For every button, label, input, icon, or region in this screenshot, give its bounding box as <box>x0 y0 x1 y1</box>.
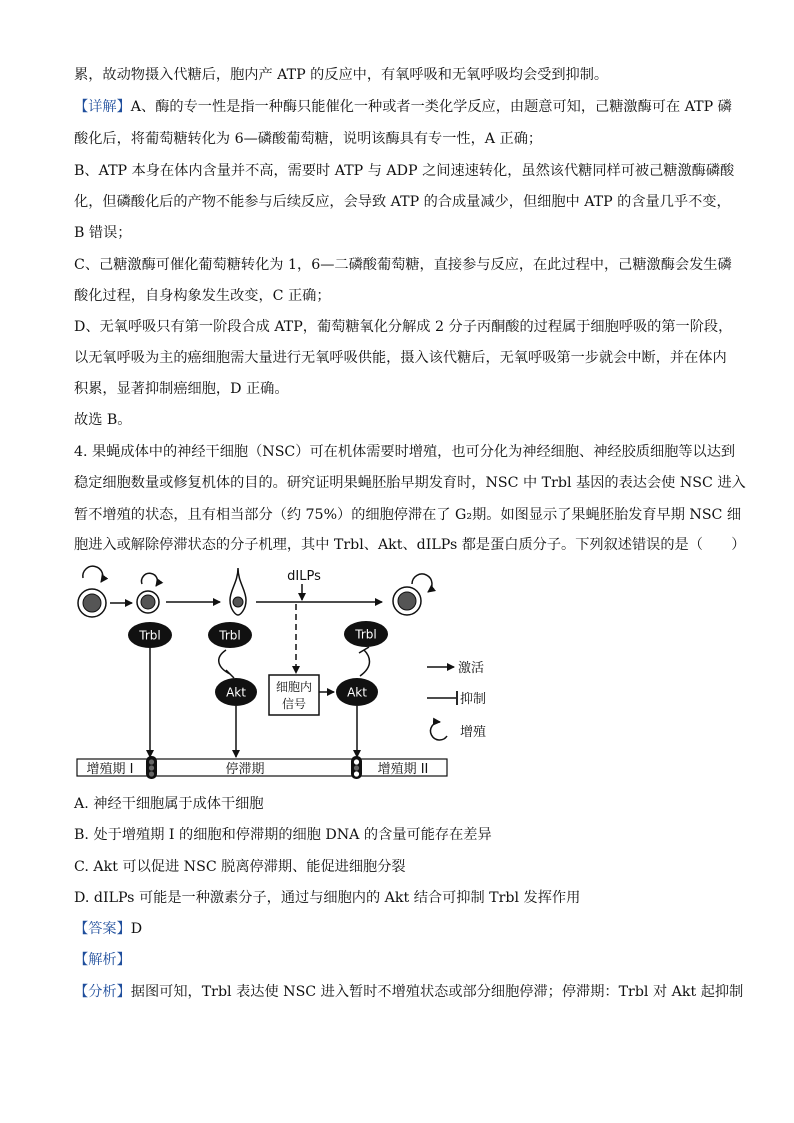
legend-activate-label: 激活 <box>458 661 485 676</box>
intracellular-signal-box <box>269 675 319 715</box>
fenxi-text: 据图可知，Trbl 表达使 NSC 进入暂时不增殖状态或部分细胞停滞；停滞期：Trbl 对 Akt 起抑制 <box>130 984 744 1000</box>
line-6: B 错误； <box>74 225 132 241</box>
option-c: C. Akt 可以促进 NSC 脱离停滞期、能促进细胞分裂 <box>74 859 406 875</box>
answer-value: D <box>130 921 143 937</box>
answer-line <box>74 920 142 938</box>
trbl-node-1 <box>128 622 172 648</box>
inhibit-trbl-to-akt <box>219 650 230 674</box>
option-b: B. 处于增殖期 I 的细胞和停滞期的细胞 DNA 的含量可能存在差异 <box>74 827 492 843</box>
trbl-label-3: Trbl <box>355 627 377 642</box>
dilps-label: dILPs <box>287 569 321 584</box>
akt-node-1 <box>215 678 257 706</box>
cell-quiescent <box>230 568 246 615</box>
analysis-heading: 【解析】 <box>74 952 131 968</box>
trbl-node-3 <box>344 621 388 647</box>
legend-proliferate-icon <box>431 722 447 740</box>
akt-node-2 <box>336 678 378 706</box>
akt-label-2: Akt <box>347 685 367 700</box>
line-7: C、己糖激酶可催化葡萄糖转化为 1，6—二磷酸葡萄糖，直接参与反应，在此过程中，己糖激酶会发生磷 <box>74 257 732 273</box>
trbl-label-2: Trbl <box>219 628 241 643</box>
trbl-node-2 <box>208 622 252 648</box>
line-1: 累，故动物摄入代糖后，胞内产 ATP 的反应中，有氧呼吸和无氧呼吸均会受到抑制。 <box>74 67 609 83</box>
signal-label-line1: 细胞内 <box>275 680 313 694</box>
line-14: 稳定细胞数量或修复机体的目的。研究证明果蝇胚胎早期发育时，NSC 中 Trbl 基因的表达会使 NSC 进入 <box>74 475 746 491</box>
line-2 <box>74 98 732 116</box>
nsc-mechanism-figure <box>70 560 500 784</box>
line-13: 4. 果蝇成体中的神经干细胞（NSC）可在机体需要时增殖，也可分化为神经细胞、神经胶质细胞等以达到 <box>74 444 736 460</box>
line-16: 胞进入或解除停滞状态的分子机理，其中 Trbl、Akt、dILPs 都是蛋白质分子。下列叙述错误的是（ ） <box>74 537 746 553</box>
line-11: 积累，显著抑制癌细胞，D 正确。 <box>74 381 289 397</box>
line-3: 酸化后，将葡萄糖转化为 6—磷酸葡萄糖，说明该酶具有专一性，A 正确； <box>74 131 543 147</box>
legend <box>427 661 486 740</box>
fenxi-tag: 【分析】 <box>74 984 131 1000</box>
cell-proliferating-2 <box>137 573 159 613</box>
phase1-label: 增殖期 I <box>86 762 134 777</box>
line-4: B、ATP 本身在体内含量并不高，需要时 ATP 与 ADP 之间速速转化，虽然该代糖同样可被己糖激酶磷酸 <box>74 163 735 179</box>
line-2-text: A、酶的专一性是指一种酶只能催化一种或者一类化学反应，由题意可知，己糖激酶可在 ATP 磷 <box>130 99 732 115</box>
cell-proliferating-3 <box>393 574 432 615</box>
phase2-label: 增殖期 II <box>377 762 429 777</box>
signal-label-line2: 信号 <box>281 697 307 711</box>
line-5: 化，但磷酸化后的产物不能参与后续反应，会导致 ATP 的合成量减少，但细胞中 ATP 的含量几乎不变， <box>74 194 731 210</box>
option-d: D. dILPs 可能是一种激素分子，通过与细胞内的 Akt 结合可抑制 Trbl 发挥作用 <box>74 890 581 906</box>
inhibit-akt-to-trbl <box>360 650 370 676</box>
line-12: 故选 B。 <box>74 412 132 428</box>
line-8: 酸化过程，自身构象发生改变，C 正确； <box>74 288 331 304</box>
answer-tag: 【答案】 <box>74 921 131 937</box>
line-10: 以无氧呼吸为主的癌细胞需大量进行无氧呼吸供能，摄入该代糖后，无氧呼吸第一步就会中断，并在体内 <box>74 350 727 366</box>
legend-inhibit-label: 抑制 <box>460 692 487 707</box>
trbl-label-1: Trbl <box>139 628 161 643</box>
line-15: 暂不增殖的状态，且有相当部分（约 75%）的细胞停滞在了 G₂期。如图显示了果蝇胚胎发育早期 NSC 细 <box>74 507 742 523</box>
option-a: A. 神经干细胞属于成体干细胞 <box>74 796 264 812</box>
stall-label: 停滞期 <box>225 762 265 777</box>
legend-proliferate-label: 增殖 <box>460 725 487 740</box>
fenxi-line <box>74 983 743 1001</box>
cell-proliferating-1 <box>78 566 106 617</box>
detail-tag: 【详解】 <box>74 99 131 115</box>
line-9: D、无氧呼吸只有第一阶段合成 ATP，葡萄糖氧化分解成 2 分子丙酮酸的过程属于细胞呼吸的第一阶段， <box>74 319 733 335</box>
phase-timeline <box>77 756 447 779</box>
akt-label-1: Akt <box>226 685 246 700</box>
